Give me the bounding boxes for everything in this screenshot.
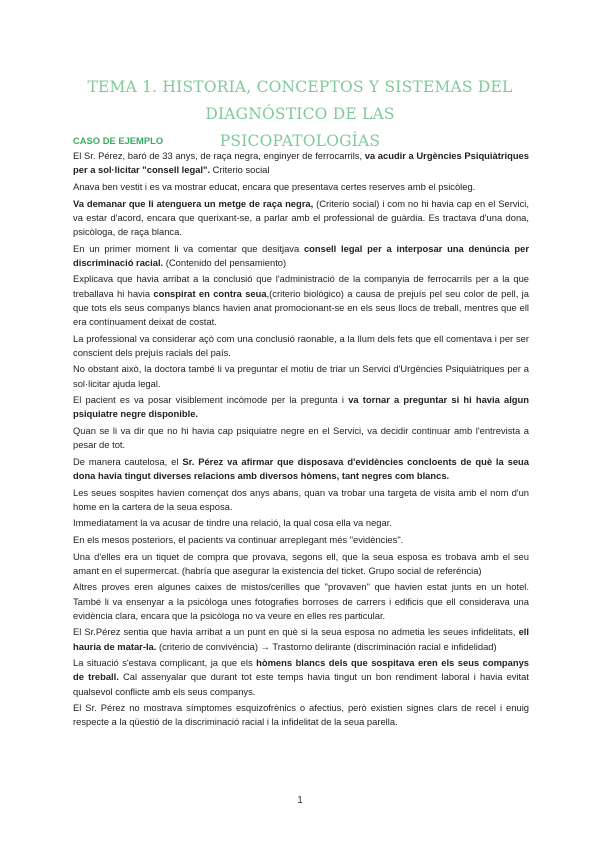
text-run: La professional va considerar açò com una conclusió raonable, a la llum dels fets que ell comentava i per ser conscient dels prejuís racials del país. <box>73 332 529 358</box>
text-run: Anava ben vestit i es va mostrar educat, encara que presentava certes reserves amb el psicòleg. <box>73 181 476 192</box>
text-run: Una d'elles era un tiquet de compra que provava, segons ell, que la seua esposa es trobava amb el seu amant en el supermercat. (habría que asegurar la existencia del ticket. Grupo social de referéncia) <box>73 550 529 576</box>
text-run: Altres proves eren algunes caixes de mistos/cerilles que "provaven" que havien estat junts en un hotel. També li va ensenyar a la psicòloga unes fotografies borroses de carrers i edificis que ell considerava una evidència clara, encara que la psicòloga no va veure en elles res particular. <box>73 581 529 621</box>
bold-text-run: ell hauria de matar-la. <box>73 626 529 652</box>
text-run: El pacient es va posar visiblement incòmode per la pregunta i <box>73 394 349 406</box>
bold-text-run: conspirat en contra seua <box>153 287 267 299</box>
text-run: Criterio social <box>210 164 270 176</box>
paragraph <box>73 332 529 360</box>
title-line-2: PSICOPATOLOGÍAS <box>219 132 381 150</box>
paragraph <box>73 533 529 547</box>
title-line-1: TEMA 1. HISTORIA, CONCEPTOS Y SISTEMAS DEL DIAGNÓSTICO DE LAS <box>87 78 513 123</box>
paragraph <box>73 197 529 240</box>
paragraph <box>73 362 529 390</box>
bold-text-run: consell legal per a interposar una denúncia per discriminació racial. <box>73 242 529 268</box>
paragraph <box>73 580 529 623</box>
paragraph <box>73 486 529 514</box>
bold-text-run: Sr. Pérez va afirmar que disposava d'evidències concloents de què la seua dona havia tingut diverses relacions amb diversos hòmens, tant negres com blancs. <box>73 455 529 481</box>
paragraph <box>73 424 529 452</box>
text-run: El Sr.Pérez sentia que havia arribat a un punt en què si la seua esposa no admetia les seues infidelitats, <box>73 626 519 638</box>
text-run: Quan se li va dir que no hi havia cap psiquiatre negre en el Servici, va decidir continuar amb l'entrevista a pesar de tot. <box>73 424 529 451</box>
paragraph <box>73 393 529 421</box>
paragraph <box>73 701 529 729</box>
text-run: El Sr. Pérez no mostrava símptomes esquizofrènics o afectius, però existien signes clars de recel i enuig respecte a la qüestió de la discriminació racial i la infidelitat de la seua parella. <box>73 702 529 728</box>
paragraph <box>73 656 529 699</box>
paragraph <box>73 242 529 270</box>
text-run: (Contenido del pensamiento) <box>163 256 287 268</box>
text-run: Explicava que havia arribat a la conclusió que l'administració de la companyia de ferrocarrils per a la que treballava hi havia <box>73 273 529 299</box>
paragraph <box>73 516 529 530</box>
text-run: (Criterio social) i com no hi havia cap en el Servici, va estar d'acord, encara que querixant-se, a parlar amb el professional de guàrdia. Es tractava d'una dona, psicòloga, de raça blanca. <box>73 197 529 237</box>
paragraph <box>73 625 529 653</box>
bold-text-run: va tornar a preguntar si hi havia algun psiquiatre negre disponible. <box>73 394 529 420</box>
paragraph-list <box>73 149 529 729</box>
paragraph <box>73 180 529 194</box>
text-run: El Sr. Pérez, baró de 33 anys, de raça negra, enginyer de ferrocarrils, <box>73 150 365 162</box>
paragraph <box>73 455 529 483</box>
text-run: (criterio de convivéncia) → Trastorno delirante (discriminación racial e infidelidad) <box>156 640 497 652</box>
bold-text-run: va acudir a Urgències Psiquiàtriques per a sol·licitar "consell legal". <box>73 150 529 176</box>
text-run: En un primer moment li va comentar que desitjava <box>73 242 304 254</box>
text-run: La situació s'estava complicant, ja que els <box>73 657 257 669</box>
text-run: Immediatament la va acusar de tindre una relació, la qual cosa ella va negar. <box>73 517 392 529</box>
bold-text-run: hòmens blancs dels que sospitava eren els seus companys de treball. <box>73 657 530 683</box>
bold-text-run: Va demanar que li atenguera un metge de raça negra, <box>73 197 314 209</box>
paragraph <box>73 149 529 177</box>
paragraph <box>73 550 529 578</box>
text-run: De manera cautelosa, el <box>73 455 183 467</box>
document-body <box>73 134 529 732</box>
text-run: Les seues sospites havien començat dos anys abans, quan va trobar una targeta de visita amb el nom d'un home en la cartera de la seua esposa. <box>73 486 529 512</box>
text-run: No obstant això, la doctora també li va preguntar el motiu de triar un Servici d'Urgències Psiquiàtriques per a sol·licitar ajuda legal. <box>73 363 529 389</box>
text-run: En els mesos posteriors, el pacients va continuar arreplegant més "evidències". <box>73 533 404 545</box>
paragraph <box>73 272 529 329</box>
section-heading: CASO DE EJEMPLO <box>73 135 164 146</box>
text-run: ,(criterio biológico) a causa de prejuís pel seu color de pell, ja que tots els seus companys blancs havien anat promocionant-se en els seus llocs de treball, mentres que ell era contínuament deixat de costat. <box>73 287 529 327</box>
text-run: Cal assenyalar que durant tot este temps havia tingut un bon rendiment laboral i havia evitat qualsevol conflicte amb els seus companys. <box>73 671 529 697</box>
page-number: 1 <box>297 795 303 806</box>
